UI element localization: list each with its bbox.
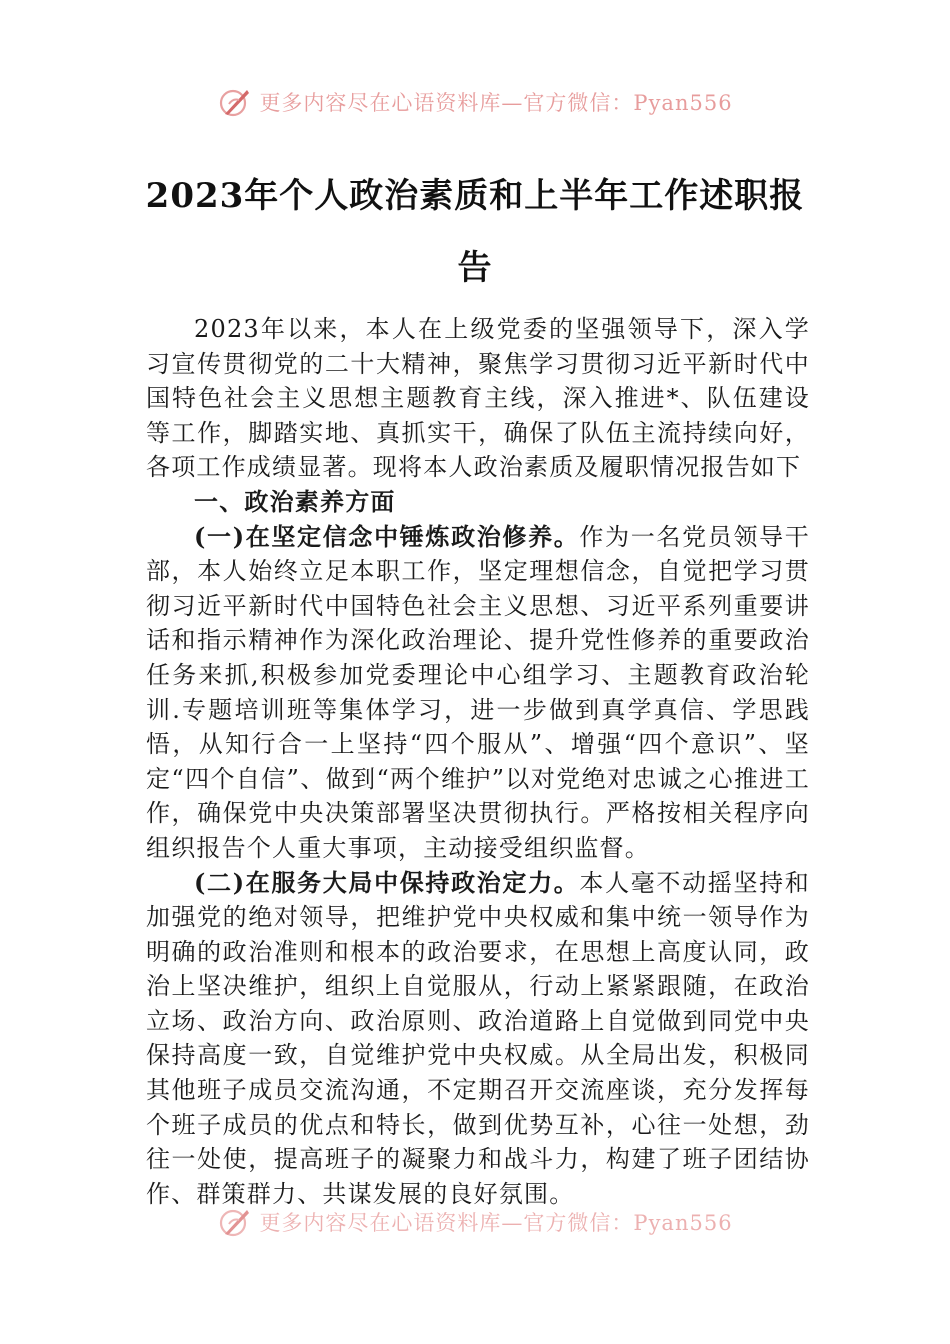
section-heading: 一、政治素养方面 bbox=[194, 486, 396, 516]
title-line-1: 2023年个人政治素质和上半年工作述职报 bbox=[145, 176, 805, 216]
paragraph-1-lead: (一)在坚定信念中锤炼政治修养。 bbox=[194, 521, 580, 551]
pen-logo-icon bbox=[217, 1204, 253, 1240]
paragraph-2 bbox=[146, 866, 810, 1212]
paragraph-1 bbox=[146, 520, 810, 866]
watermark-text: 更多内容尽在心语资料库—官方微信：Pyan556 bbox=[259, 1211, 733, 1235]
title-line-2: 告 bbox=[457, 248, 493, 288]
paragraph-2-lead: (二)在服务大局中保持政治定力。 bbox=[194, 867, 580, 897]
intro-paragraph: 2023年以来，本人在上级党委的坚强领导下，深入学习宣传贯彻党的二十大精神，聚焦学习贯彻习近平新时代中国特色社会主义思想主题教育主线，深入推进*、队伍建设等工作，脚踏实地、真抓实干，确保了队伍主流持续向好，各项工作成绩显著。现将本人政治素质及履职情况报告如下 bbox=[146, 315, 810, 482]
document-title bbox=[120, 160, 830, 304]
pen-logo-icon bbox=[217, 84, 253, 120]
watermark-text: 更多内容尽在心语资料库—官方微信：Pyan556 bbox=[259, 91, 733, 115]
watermark-footer bbox=[0, 1202, 950, 1242]
paragraph-1-text: 作为一名党员领导干部，本人始终立足本职工作，坚定理想信念，自觉把学习贯彻习近平新时代中国特色社会主义思想、习近平系列重要讲话和指示精神作为深化政治理论、提升党性修养的重要政治任务来抓,积极参加党委理论中心组学习、主题教育政治轮训.专题培训班等集体学习，进一步做到真学真信、学思践悟，从知行合一上坚持“四个服从”、增强“四个意识”、坚定“四个自信”、做到“两个维护”以对党绝对忠诚之心推进工作，确保党中央决策部署坚决贯彻执行。严格按相关程序向组织报告个人重大事项，主动接受组织监督。 bbox=[146, 522, 810, 862]
watermark-header bbox=[0, 82, 950, 122]
paragraph-2-text: 本人毫不动摇坚持和加强党的绝对领导，把维护党中央权威和集中统一领导作为明确的政治准则和根本的政治要求，在思想上高度认同，政治上坚决维护，组织上自觉服从，行动上紧紧跟随，在政治立场、政治方向、政治原则、政治道路上自觉做到同党中央保持高度一致，自觉维护党中央权威。从全局出发，积极同其他班子成员交流沟通，不定期召开交流座谈，充分发挥每个班子成员的优点和特长，做到优势互补，心往一处想，劲往一处使，提高班子的凝聚力和战斗力，构建了班子团结协作、群策群力、共谋发展的良好氛围。 bbox=[146, 868, 810, 1208]
document-body bbox=[146, 312, 810, 1211]
